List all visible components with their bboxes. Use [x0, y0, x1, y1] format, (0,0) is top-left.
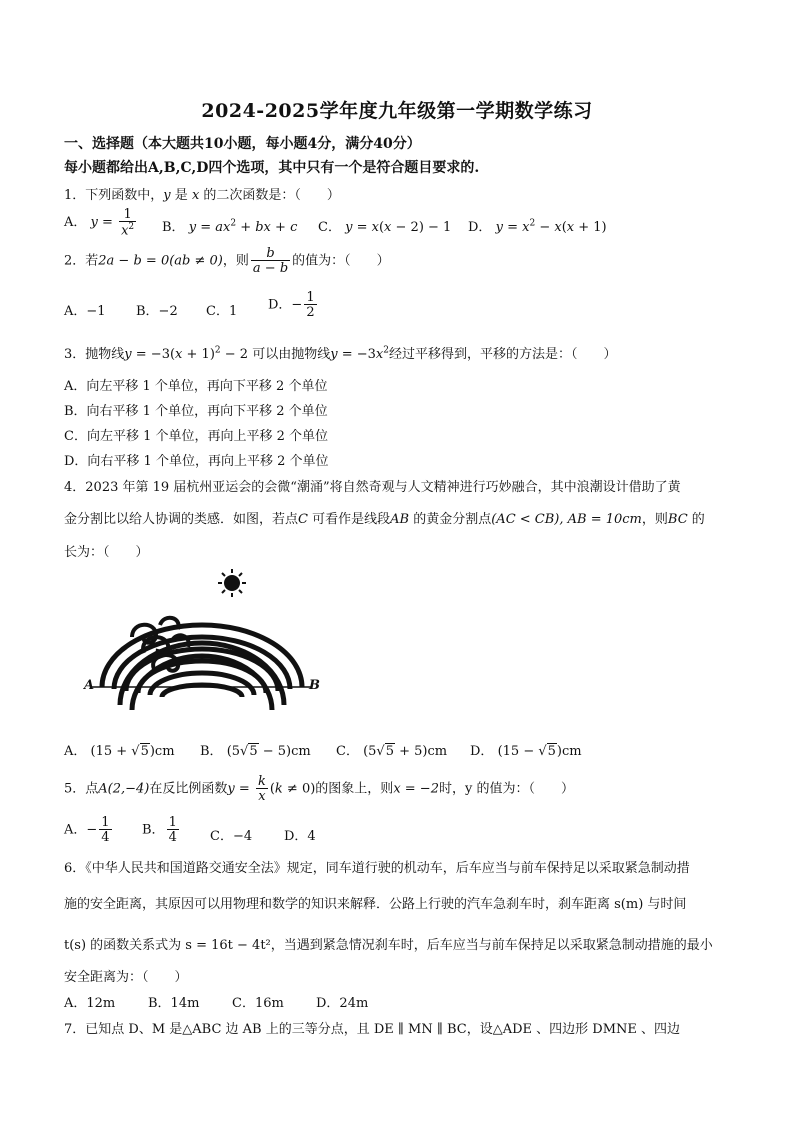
option-label: B． [162, 220, 185, 235]
question-5-option-b: B． $\frac{1}{4}$ [142, 815, 177, 845]
wave-arcs [102, 625, 302, 710]
option-label: B． [200, 744, 223, 759]
asian-games-emblem-figure [80, 565, 330, 725]
q4-condition: (AC < CB), AB = 10cm [491, 512, 642, 527]
option-label: D． [468, 220, 492, 235]
question-6-option-d: D．24m [316, 996, 369, 1011]
q1-text-pre: 1．下列函数中， [64, 188, 164, 203]
question-3-option-a: A．向左平移 1 个单位，再向下平移 2 个单位 [64, 379, 328, 394]
question-4-option-c: C． (5√5 + 5)cm [336, 744, 448, 759]
question-1-stem: 1．下列函数中，y 是 x 的二次函数是：（ ） [64, 188, 340, 203]
question-1-option-d: D． $y = x^2 - x(x + 1)$ [468, 218, 607, 235]
question-5-stem: 5．点A(2,−4)在反比例函数y = $\frac{k}{x}$ (k ≠ 0)的图象上，则x = −2时，y 的值为：（ ） [64, 774, 574, 804]
question-5-option-d: D．4 [284, 829, 316, 844]
question-1-option-a: A． y = $\frac{1}{x^2}$ [64, 207, 135, 239]
question-4-line-3: 长为：（ ） [64, 545, 149, 560]
option-label: B． [142, 822, 165, 838]
point-b-label: B [309, 678, 320, 693]
q5-text-mid: 在反比例函数 [149, 781, 228, 797]
question-4-line-2: 金分割比以给人协调的类感．如图，若点C 可看作是线段AB 的黄金分割点(AC < CB), AB = 10cm，则BC 的 [64, 512, 705, 527]
sun-icon [218, 569, 246, 597]
question-6-line-2: 施的安全距离，其原因可以用物理和数学的知识来解释．公路上行驶的汽车急刹车时，刹车距离 s(m) 与时间 [64, 897, 687, 912]
q2-text-pre: 2．若 [64, 253, 99, 269]
question-6-line-4: 安全距离为：（ ） [64, 970, 188, 985]
q4-text-mid: 可看作是线段 [312, 512, 391, 527]
option-label: A．− [64, 822, 98, 838]
q5-text-pre: 5．点 [64, 781, 99, 797]
question-7-line-1: 7．已知点 D、M 是△ABC 边 AB 上的三等分点，且 DE ∥ MN ∥ BC，设△ADE 、四边形 DMNE 、四边 [64, 1022, 681, 1037]
question-5-option-a: A．− $\frac{1}{4}$ [64, 815, 110, 845]
point-a-label: A [84, 678, 95, 693]
q2-text-post: ，则 [222, 253, 249, 269]
question-4-line-1: 4．2023 年第 19 届杭州亚运会的会微“潮涌”将自然奇观与人文精神进行巧妙融合，其中浪潮设计借助了黄 [64, 480, 681, 495]
question-2-stem: 2．若2a − b = 0(ab ≠ 0)，则 $\frac{b}{a - b}$ 的值为：（ ） [64, 246, 390, 276]
q3-text-mid: 可以由抛物线 [252, 347, 331, 362]
question-2-option-b: B．−2 [136, 304, 178, 319]
q3-text-post: 经过平移得到，平移的方法是：（ ） [388, 347, 617, 362]
question-6-line-3: t(s) 的函数关系式为 s = 16t − 4t²，当遇到紧急情况刹车时，后车应当与前车保持足以采取紧急制动措施的最小 [64, 938, 713, 953]
question-3-option-c: C．向左平移 1 个单位，再向上平移 2 个单位 [64, 429, 329, 444]
question-3-stem: 3．抛物线$y = -3(x + 1)^2 - 2$ 可以由抛物线$y = -3x^2$经过平移得到，平移的方法是：（ ） [64, 345, 617, 362]
question-2-option-a: A．−1 [64, 304, 106, 319]
question-2-option-c: C．1 [206, 304, 238, 319]
question-4-option-b: B． (5√5 − 5)cm [200, 744, 311, 759]
q5-text-end: 时，y 的值为：（ ） [438, 781, 574, 797]
question-6-option-a: A．12m [64, 996, 116, 1011]
q4-text-pre: 金分割比以给人协调的类感．如图，若点 [64, 512, 299, 527]
q5-x-value: x = −2 [393, 781, 439, 797]
option-label: C． [336, 744, 359, 759]
question-6-option-c: C．16m [232, 996, 284, 1011]
question-6-line-1: 6．《中华人民共和国道路交通安全法》规定，同车道行驶的机动车，后车应当与前车保持足以采取紧急制动措 [64, 861, 690, 876]
question-1-option-c: C． y = x(x − 2) − 1 [318, 220, 452, 235]
option-label: A． [64, 215, 87, 231]
section-instruction: 每小题都给出A,B,C,D四个选项，其中只有一个是符合题目要求的. [64, 160, 480, 176]
section-heading: 一、选择题（本大题共10小题，每小题4分，满分40分） [64, 136, 421, 152]
page-title: 2024-2025学年度九年级第一学期数学练习 [201, 100, 593, 122]
question-3-option-d: D．向右平移 1 个单位，再向上平移 2 个单位 [64, 454, 329, 469]
q1-text-end: 的二次函数是：（ ） [203, 188, 340, 203]
question-1-option-b: B． $y = ax^2$ + bx + c [162, 218, 298, 235]
q1-text-mid: 是 [174, 188, 188, 203]
q2-text-end: 的值为：（ ） [292, 253, 390, 269]
q2-condition: 2a − b = 0(ab ≠ 0) [98, 253, 223, 269]
option-label: D． [470, 744, 494, 759]
question-4-option-a: A． (15 + √5)cm [64, 744, 175, 759]
q4-text-end: 的 [691, 512, 705, 527]
option-label: D．− [268, 297, 303, 313]
q3-text-pre: 3．抛物线 [64, 347, 125, 362]
q4-text-mid2: 的黄金分割点 [413, 512, 492, 527]
option-label: A． [64, 744, 87, 759]
question-4-option-d: D． (15 − √5)cm [470, 744, 582, 759]
q4-text-post: ，则 [641, 512, 668, 527]
question-3-option-b: B．向右平移 1 个单位，再向下平移 2 个单位 [64, 404, 328, 419]
option-label: C． [318, 220, 341, 235]
q5-point: A(2,−4) [98, 781, 150, 797]
q5-text-post: 的图象上，则 [315, 781, 394, 797]
question-2-option-d: D．− $\frac{1}{2}$ [268, 290, 315, 320]
question-5-option-c: C．−4 [210, 829, 253, 844]
question-6-option-b: B．14m [148, 996, 200, 1011]
